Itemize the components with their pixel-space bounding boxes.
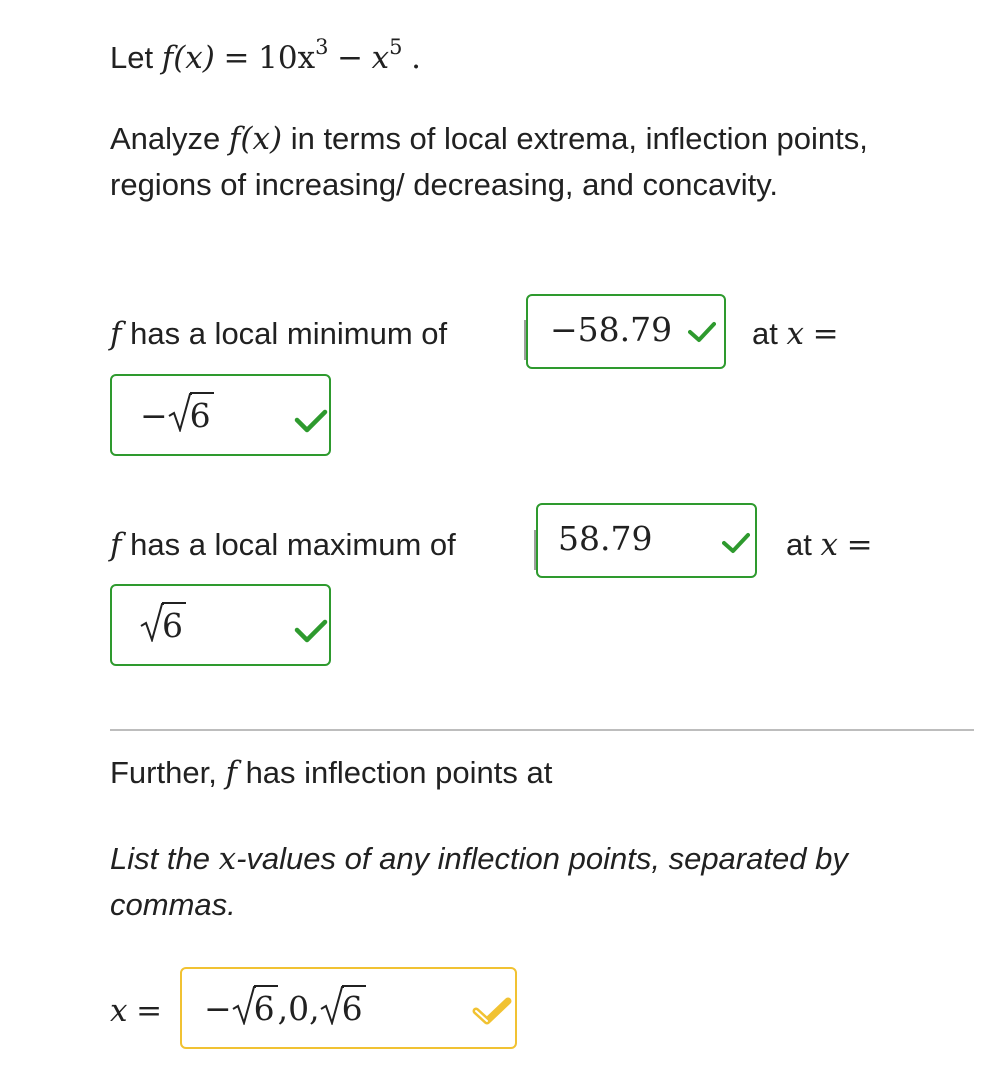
term1-coef: 10x xyxy=(258,40,316,76)
instructions-function: f(x) xyxy=(228,121,283,157)
radicand: 6 xyxy=(162,602,186,645)
check-icon xyxy=(722,531,750,555)
instruction-suffix: -values of any inflection points, separated by commas. xyxy=(110,841,848,922)
local-min-text: has a local minimum of xyxy=(130,316,448,351)
term1-exp: 3 xyxy=(315,35,329,59)
instruction-var: x xyxy=(218,841,237,877)
radical-sign xyxy=(168,392,192,432)
f-symbol: f xyxy=(110,316,122,352)
local-max-location xyxy=(140,606,186,645)
inflection-answer-label xyxy=(110,988,162,1034)
at-label: at xyxy=(752,316,778,351)
inflection-prefix: Further, xyxy=(110,755,217,790)
radicand: 6 xyxy=(190,392,214,435)
radicand: 6 xyxy=(254,985,278,1028)
neg-sign: − xyxy=(204,989,232,1028)
let-word: Let xyxy=(110,40,154,75)
function-definition xyxy=(110,24,421,81)
local-min-value: −58.79 xyxy=(550,310,673,349)
section-divider xyxy=(110,729,974,731)
radicand: 6 xyxy=(342,985,366,1028)
inflection-answer-field[interactable] xyxy=(180,967,517,1049)
radical-sign xyxy=(320,985,344,1025)
function-lhs: f(x) xyxy=(161,40,215,76)
local-max-value-field[interactable] xyxy=(536,503,757,578)
inflection-heading xyxy=(110,750,552,796)
check-icon xyxy=(294,618,328,644)
term2-base: x xyxy=(371,40,390,76)
local-max-label xyxy=(110,522,456,568)
term1 xyxy=(258,35,329,76)
x-symbol: x xyxy=(820,527,838,563)
local-max-text: has a local maximum of xyxy=(130,527,456,562)
local-min-location xyxy=(140,396,214,435)
instruction-prefix: List the xyxy=(110,841,210,876)
equals-sign: = xyxy=(136,993,163,1029)
local-min-label xyxy=(110,311,447,357)
inflection-instructions xyxy=(110,836,970,928)
radical-sign xyxy=(140,602,164,642)
x-symbol: x xyxy=(110,993,128,1029)
minus-sign: − xyxy=(337,40,364,76)
instructions-prefix: Analyze xyxy=(110,121,221,156)
sqrt-expression xyxy=(168,396,214,435)
check-icon xyxy=(688,320,716,344)
period: . xyxy=(411,40,422,76)
middle-values: ,0, xyxy=(277,989,320,1028)
local-max-at xyxy=(786,522,873,568)
at-label: at xyxy=(786,527,812,562)
local-max-value: 58.79 xyxy=(558,519,653,558)
partial-check-icon xyxy=(472,997,512,1025)
equals-sign: = xyxy=(812,316,839,352)
local-min-value-field[interactable] xyxy=(526,294,726,369)
inflection-label: has inflection points at xyxy=(245,755,553,790)
radical-sign xyxy=(232,985,256,1025)
f-symbol: f xyxy=(225,755,237,791)
sqrt-expression xyxy=(320,989,366,1028)
equals-sign: = xyxy=(846,527,873,563)
sign: − xyxy=(140,396,168,435)
local-min-at xyxy=(752,311,839,357)
equals-sign: = xyxy=(223,40,250,76)
inflection-answer xyxy=(204,989,366,1028)
instructions-rest: in terms of local extrema, inflection points, regions of increasing/ decreasing, and concavity. xyxy=(110,121,868,202)
f-symbol: f xyxy=(110,527,122,563)
local-min-location-field[interactable] xyxy=(110,374,331,456)
local-max-location-field[interactable] xyxy=(110,584,331,666)
x-symbol: x xyxy=(786,316,804,352)
sqrt-expression xyxy=(140,606,186,645)
check-icon xyxy=(294,408,328,434)
sqrt-expression xyxy=(232,989,278,1028)
instructions xyxy=(110,116,930,208)
term2-exp: 5 xyxy=(389,35,403,59)
